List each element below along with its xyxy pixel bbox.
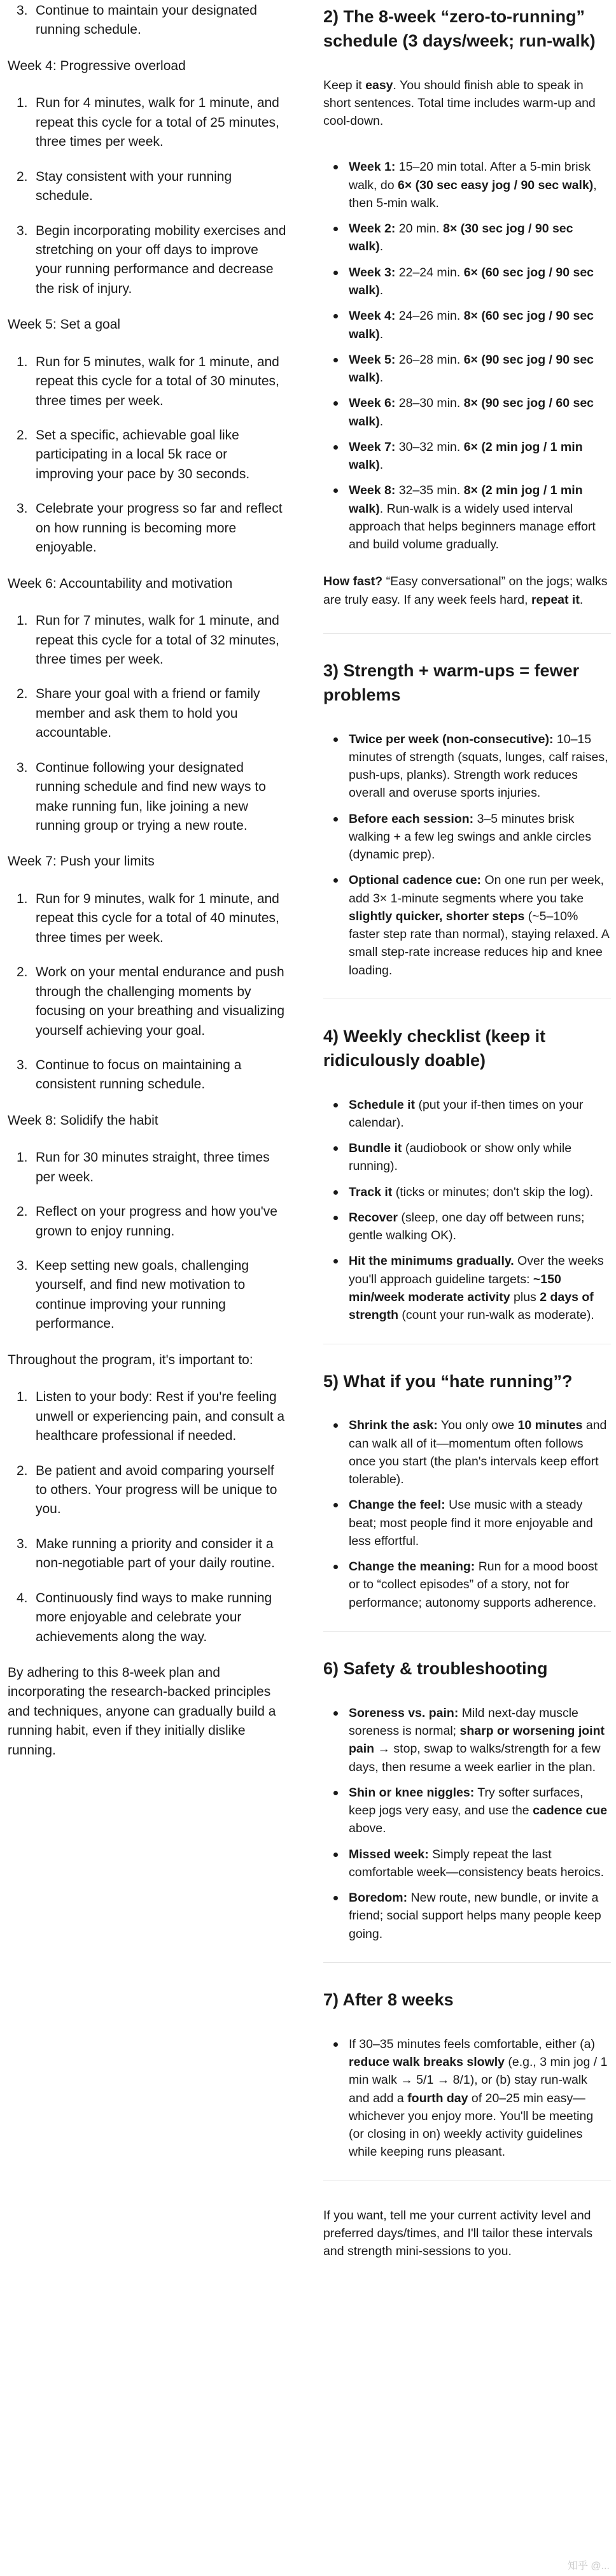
list-item: Recover (sleep, one day off between runs; gentle walking OK). (323, 1209, 611, 1245)
list-item: 1. Run for 4 minutes, walk for 1 minute, and repeat this cycle for a total of 25 minutes, three times per week. (17, 96, 279, 150)
intro-paragraph: Keep it easy. You should finish able to speak in short sentences. Total time includes warm-up and cool-down. (323, 78, 596, 129)
week6-list (8, 611, 288, 836)
week7-title: Week 7: Push your limits (8, 854, 155, 869)
list-item: 1. Run for 9 minutes, walk for 1 minute, and repeat this cycle for a total of 40 minutes, three times per week. (17, 891, 279, 945)
divider (323, 1631, 611, 1632)
list-item: Week 1: 15–20 min total. After a 5-min brisk walk, do 6× (30 sec easy jog / 90 sec walk), then 5-min walk. (323, 158, 611, 212)
list-item: 2. Be patient and avoid comparing yourself to others. Your progress will be unique to you. (17, 1463, 277, 1517)
list-item: Shin or knee niggles: Try softer surfaces, keep jogs very easy, and use the cadence cue above. (323, 1784, 611, 1838)
section-after (323, 1988, 611, 2161)
list-item: If 30–35 minutes feels comfortable, either (a) reduce walk breaks slowly (e.g., 3 min jog / 1 min walk → 5/1 → 8/1), or (b) stay run-walk and add a fourth day of 20–25 min easy—whichever you enjoy more. You'll be meeting (or closing in on) weekly activity guidelines while keeping runs pleasant. (323, 2035, 611, 2161)
section-title: 5) What if you “hate running”? (323, 1371, 573, 1391)
list-item: 2. Set a specific, achievable goal like participating in a local 5k race or improving your pace by 30 seconds. (17, 428, 250, 481)
hate-running-list (323, 1416, 611, 1612)
list-item: Week 2: 20 min. 8× (30 sec jog / 90 sec walk). (323, 220, 611, 256)
how-fast-note: How fast? “Easy conversational” on the jogs; walks are truly easy. If any week feels hard, repeat it. (323, 574, 608, 607)
list-item: Week 7: 30–32 min. 6× (2 min jog / 1 min walk). (323, 438, 611, 474)
list-item: 1. Run for 7 minutes, walk for 1 minute, and repeat this cycle for a total of 32 minutes, three times per week. (17, 613, 279, 667)
list-item: Shrink the ask: You only owe 10 minutes and can walk all of it—momentum often follows once you start (the plan's intervals keep effort tolerable). (323, 1416, 611, 1488)
list-item: 3. Continue following your designated running schedule and find new ways to make running fun, like joining a new running group or trying a new route. (17, 760, 266, 833)
week4-title: Week 4: Progressive overload (8, 58, 186, 73)
list-item: Optional cadence cue: On one run per week, add 3× 1-minute segments where you take slightly quicker, shorter steps (~5–10% faster step rate than normal), staying relaxed. A small step-rate increase reduces hip and knee loading. (323, 871, 611, 979)
list-item: Bundle it (audiobook or show only while running). (323, 1139, 611, 1176)
list-item: 1. Run for 30 minutes straight, three times per week. (17, 1150, 270, 1185)
closing-paragraph: By adhering to this 8-week plan and incorporating the research-backed principles and techniques, anyone can gradually build a running habit, even if they initially dislike running. (8, 1665, 276, 1758)
week7-list (8, 890, 288, 1095)
checklist-list (323, 1096, 611, 1325)
list-item: Change the feel: Use music with a steady beat; most people find it more enjoyable and less effortful. (323, 1496, 611, 1550)
right-column (323, 0, 611, 2576)
list-item: Boredom: New route, new bundle, or invite a friend; social support helps many people keep going. (323, 1889, 611, 1943)
list-item: 2. Work on your mental endurance and push through the challenging moments by focusing on your breathing and visualizing yourself achieving your goal. (17, 965, 285, 1038)
weeks-list (323, 158, 611, 553)
list-item: Week 6: 28–30 min. 8× (90 sec jog / 60 sec walk). (323, 394, 611, 431)
list-item: 4. Continuously find ways to make running more enjoyable and celebrate your achievements along the way. (17, 1590, 272, 1644)
list-item: Week 5: 26–28 min. 6× (90 sec jog / 90 sec walk). (323, 351, 611, 387)
week5-list (8, 353, 288, 558)
list-item: 1. Run for 5 minutes, walk for 1 minute, and repeat this cycle for a total of 30 minutes, three times per week. (17, 354, 279, 408)
section-title: 4) Weekly checklist (keep it ridiculously doable) (323, 1027, 546, 1070)
list-item: Hit the minimums gradually. Over the weeks you'll approach guideline targets: ~150 min/week moderate activity plus 2 days of strength (count your run-walk as moderate). (323, 1252, 611, 1324)
watermark: 知乎 @... (567, 2561, 610, 2572)
week8-list (8, 1148, 288, 1334)
important-list (8, 1388, 288, 1647)
week3-tail-list (8, 1, 288, 40)
section-strength (323, 659, 611, 979)
list-item: Missed week: Simply repeat the last comfortable week—consistency beats heroics. (323, 1846, 611, 1882)
list-item: 3. Begin incorporating mobility exercises and stretching on your off days to improve your running performance and decrease the risk of injury. (17, 223, 286, 296)
section-checklist (323, 1025, 611, 1325)
strength-list (323, 730, 611, 979)
list-item: Week 3: 22–24 min. 6× (60 sec jog / 90 sec walk). (323, 264, 611, 300)
section-title: 2) The 8-week “zero-to-running” schedule (3 days/week; run-walk) (323, 7, 596, 50)
left-column (0, 0, 299, 2576)
list-item: 2. Stay consistent with your running schedule. (17, 169, 232, 204)
divider (323, 633, 611, 634)
list-item: Track it (ticks or minutes; don't skip the log). (323, 1183, 611, 1201)
list-item: 1. Listen to your body: Rest if you're feeling unwell or experiencing pain, and consult a healthcare professional if needed. (17, 1390, 285, 1444)
section-title: 3) Strength + warm-ups = fewer problems (323, 660, 580, 704)
section-hate-running (323, 1370, 611, 1612)
safety-list (323, 1704, 611, 1943)
week5-title: Week 5: Set a goal (8, 317, 121, 332)
important-intro: Throughout the program, it's important to: (8, 1352, 253, 1367)
week4-list (8, 94, 288, 299)
section-title: 7) After 8 weeks (323, 1989, 454, 2009)
list-item: 3. Keep setting new goals, challenging yourself, and find new motivation to continue improving your running performance. (17, 1258, 249, 1332)
list-item: 3. Continue to maintain your designated running schedule. (17, 3, 257, 38)
list-item: Week 4: 24–26 min. 8× (60 sec jog / 90 sec walk). (323, 307, 611, 343)
list-item: Schedule it (put your if-then times on your calendar). (323, 1096, 611, 1132)
section-title: 6) Safety & troubleshooting (323, 1658, 548, 1678)
list-item: Soreness vs. pain: Mild next-day muscle soreness is normal; sharp or worsening joint pain → stop, swap to walks/strength for a few days, then resume a week earlier in the plan. (323, 1704, 611, 1776)
list-item: Change the meaning: Run for a mood boost or to “collect episodes” of a story, not for performance; autonomy supports adherence. (323, 1558, 611, 1612)
list-item: Before each session: 3–5 minutes brisk walking + a few leg swings and ankle circles (dynamic prep). (323, 810, 611, 864)
list-item: 3. Make running a priority and consider it a non-negotiable part of your daily routine. (17, 1536, 275, 1571)
list-item: 3. Continue to focus on maintaining a consistent running schedule. (17, 1057, 242, 1092)
final-paragraph: If you want, tell me your current activity level and preferred days/times, and I'll tailor these intervals and strength mini-sessions to you. (323, 2208, 593, 2259)
list-item: Twice per week (non-consecutive): 10–15 minutes of strength (squats, lunges, calf raises, push-ups, planks). Strength work reduces overall and overuse sports injuries. (323, 730, 611, 802)
section-schedule (323, 0, 611, 609)
divider (323, 1962, 611, 1963)
list-item: 3. Celebrate your progress so far and reflect on how running is becoming more enjoyable. (17, 501, 283, 555)
list-item: Week 8: 32–35 min. 8× (2 min jog / 1 min walk). Run-walk is a widely used interval approach that helps beginners manage effort and build volume gradually. (323, 481, 611, 553)
week8-title: Week 8: Solidify the habit (8, 1113, 158, 1128)
list-item: 2. Share your goal with a friend or family member and ask them to hold you accountable. (17, 687, 260, 741)
section-safety (323, 1657, 611, 1943)
list-item: 2. Reflect on your progress and how you've grown to enjoy running. (17, 1204, 277, 1239)
after-list (323, 2035, 611, 2161)
week6-title: Week 6: Accountability and motivation (8, 576, 233, 591)
